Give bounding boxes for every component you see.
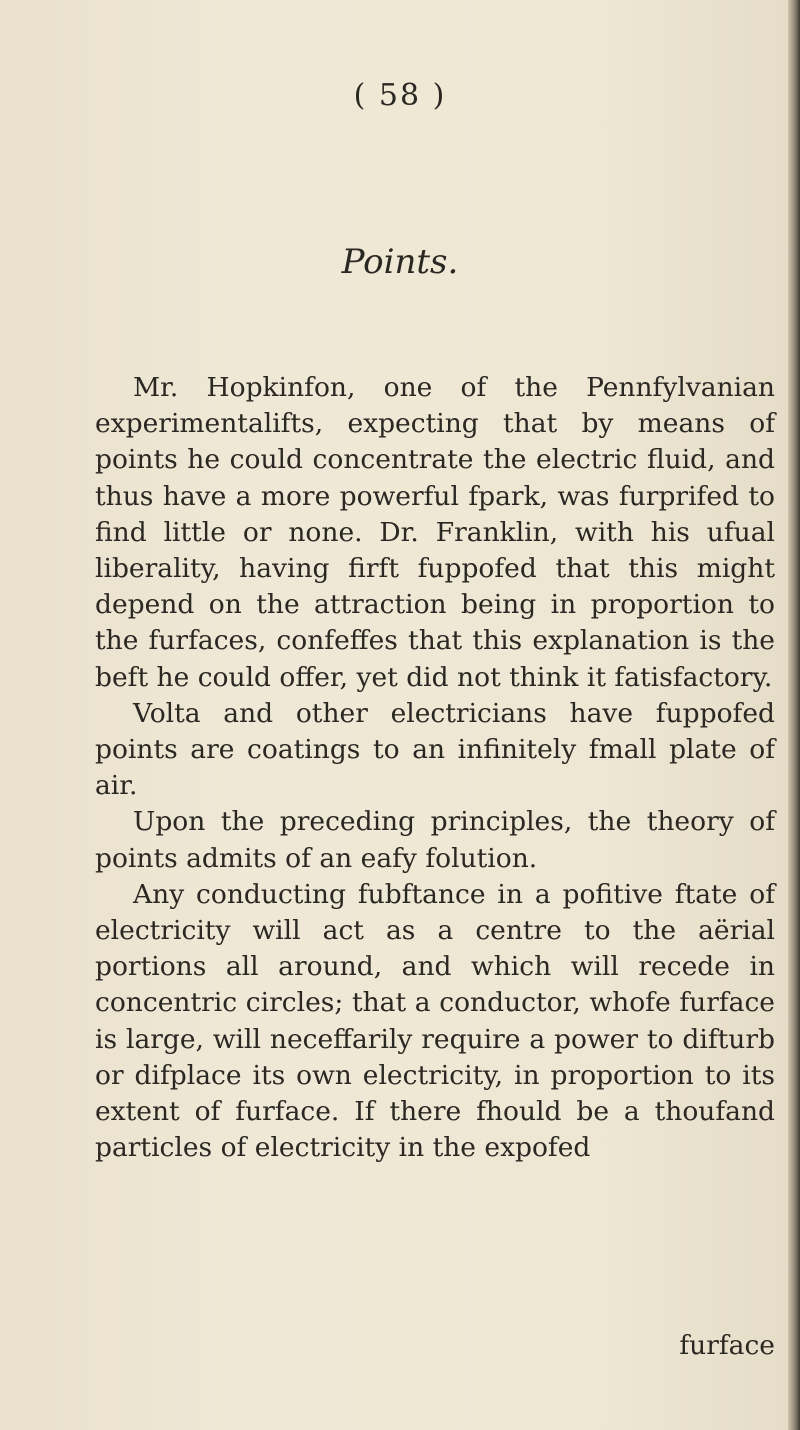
paragraph-hopkinson: Mr. Hopkinfon, one of the Pennfylvanian experimentalifts, expecting that by means of points he could concentrate the electric fluid, and thus have a more powerful fpark, was furprifed to find little or none. Dr. Franklin, with his ufual liberality, having firft fuppofed that this might depend on the attraction being in proportion to the furfaces, confeffes that this explanation is the beft he could offer, yet did not think it fatisfactory. [95,372,775,693]
body-text [95,370,775,1166]
catchword: furface [679,1330,775,1361]
paragraph-conducting-substance: Any conducting fubftance in a pofitive ftate of electricity will act as a centre to the aërial portions all around, and which will recede in concentric circles; that a conductor, whofe furface is large, will neceffarily require a power to difturb or difplace its own electricity, in proportion to its extent of furface. If there fhould be a thoufand particles of electricity in the expofed [95,878,775,1164]
paragraph-preceding-principles: Upon the preceding principles, the theory of points admits of an eafy folution. [95,806,775,874]
page-edge-shadow [788,0,800,1430]
paragraph-volta: Volta and other electricians have fuppofed points are coatings to an infinitely fmall plate of air. [95,697,775,802]
page-number: ( 58 ) [353,78,447,113]
section-title: Points. [341,242,459,282]
